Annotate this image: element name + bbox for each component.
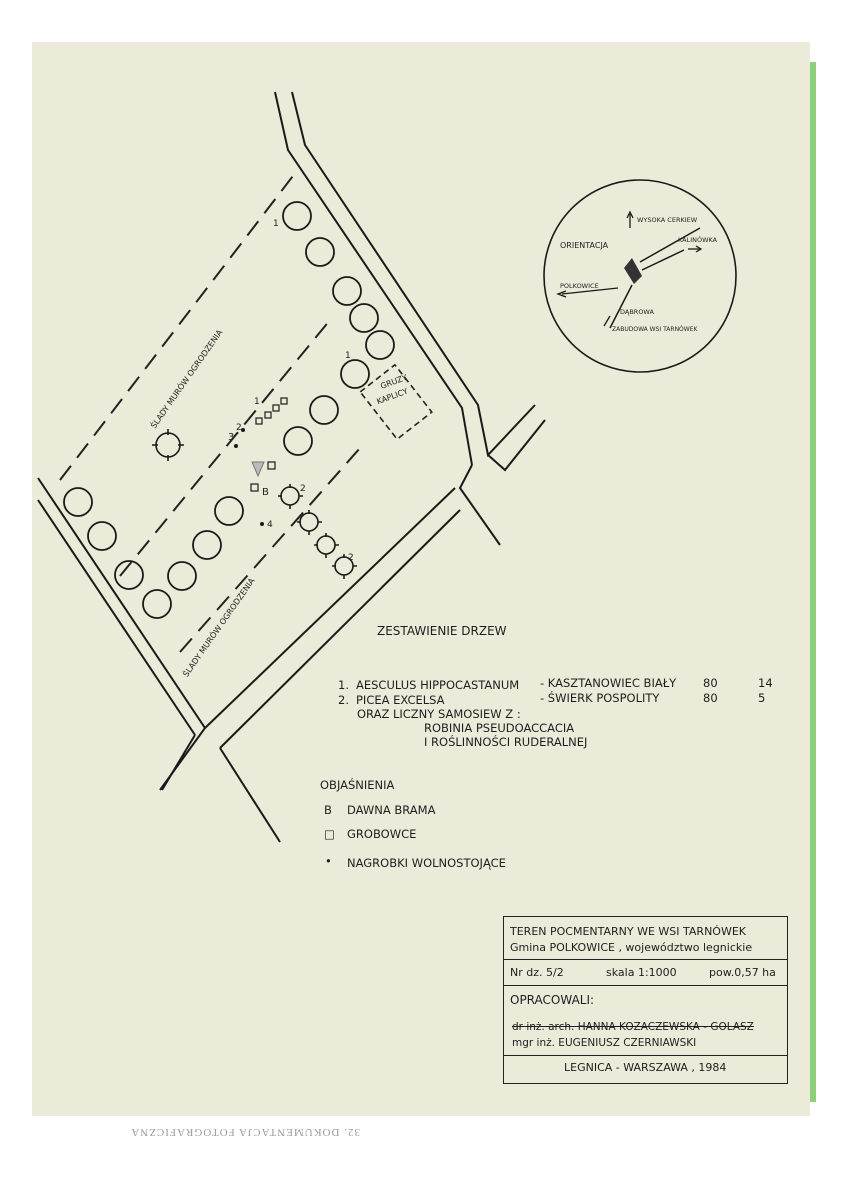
tree-spruce <box>152 429 184 461</box>
gate-label: B <box>262 487 269 498</box>
title-block <box>503 916 788 1084</box>
tomb-square <box>256 418 262 424</box>
tree-number: 2 <box>300 484 306 494</box>
prepared-by-label: OPRACOWALI: <box>510 993 595 1007</box>
tomb-square <box>268 462 275 469</box>
place-date: LEGNICA - WARSZAWA , 1984 <box>564 1061 727 1074</box>
tree-chestnut <box>215 497 243 525</box>
tree-chestnut <box>333 277 361 305</box>
orientation-inset <box>544 180 736 372</box>
inset-east: KALINÓWKA <box>678 236 718 244</box>
title-block-authors <box>504 985 787 1056</box>
tree-chestnut <box>350 304 378 332</box>
tree-chestnut <box>64 488 92 516</box>
tree-chestnut <box>88 522 116 550</box>
tree-row-v2: 14 <box>758 676 773 690</box>
gravestone-dot <box>260 522 264 526</box>
plot-number: Nr dz. 5/2 <box>510 966 564 979</box>
chapel-ruins-label-1: GRUZY <box>379 372 409 391</box>
tree-row-latin: PICEA EXCELSA <box>356 693 445 707</box>
legend-label: GROBOWCE <box>347 827 417 841</box>
tree-chestnut <box>306 238 334 266</box>
grave-number: 2 <box>236 423 242 433</box>
inset-south-1: DĄBROWA <box>620 308 654 316</box>
inset-west: POLKOWICE <box>560 282 599 290</box>
tree-row-num: 2. <box>338 693 349 707</box>
gravestones <box>234 428 264 526</box>
tree-row-latin: AESCULUS HIPPOCASTANUM <box>356 678 520 692</box>
legend-label: NAGROBKI WOLNOSTOJĄCE <box>347 856 506 870</box>
tree-chestnut <box>284 427 312 455</box>
inset-north: WYSOKA CERKIEW <box>637 216 698 224</box>
tree-chestnut <box>310 396 338 424</box>
grave-number: 4 <box>267 520 273 530</box>
title-block-footer <box>504 1055 787 1083</box>
tree-chestnut <box>143 590 171 618</box>
author-2: mgr inż. EUGENIUSZ CZERNIAWSKI <box>512 1037 697 1049</box>
tree-number: 2 <box>348 553 354 563</box>
tree-row-num: 1. <box>338 678 349 692</box>
tree-row-v1: 80 <box>703 691 718 705</box>
tree-chestnut <box>366 331 394 359</box>
tree-chestnut <box>283 202 311 230</box>
mirrored-page-footer: 32. DOKUMENTACJA FOTOGRAFICZNA <box>130 1126 360 1138</box>
tomb-square <box>281 398 287 404</box>
tree-note: ORAZ LICZNY SAMOSIEW Z : <box>357 707 521 721</box>
tree-note: I ROŚLINNOŚCI RUDERALNEJ <box>424 735 588 749</box>
title-block-plot-row <box>504 959 787 986</box>
author-1: dr inż. arch. HANNA KOZACZEWSKA - GOLASZ <box>512 1021 754 1033</box>
tree-row-v1: 80 <box>703 676 718 690</box>
tree-chestnut <box>168 562 196 590</box>
legend-symbol: B <box>324 803 332 817</box>
tomb-square <box>273 405 279 411</box>
title-line-2: Gmina POLKOWICE , województwo legnickie <box>510 941 753 954</box>
tree-note: ROBINIA PSEUDOACCACIA <box>424 721 575 735</box>
legend-heading: OBJAŚNIENIA <box>320 778 395 792</box>
grave-number: 3 <box>228 432 235 443</box>
tombs <box>251 398 287 491</box>
spruce-trees <box>152 429 357 579</box>
trees-table-heading: ZESTAWIENIE DRZEW <box>377 624 507 638</box>
tree-number: 1 <box>273 219 279 229</box>
inset-south-2: ZABUDOWA WSI TARNÓWEK <box>612 326 698 333</box>
legend-symbol: □ <box>324 827 335 841</box>
tree-spruce <box>314 533 339 558</box>
tree-row-common: - ŚWIERK POSPOLITY <box>540 691 660 705</box>
inset-title: ORIENTACJA <box>560 241 609 250</box>
map-scale: skala 1:1000 <box>606 966 677 979</box>
grave-number: 1 <box>254 397 260 407</box>
legend-label: DAWNA BRAMA <box>347 803 436 817</box>
tree-number: 1 <box>345 351 351 361</box>
wall-traces-label-top: ŚLADY MURÓW OGRODZENIA <box>149 328 225 431</box>
legend-symbol: • <box>325 854 332 868</box>
gate-marker <box>252 462 264 476</box>
chapel-ruins-label-2: KAPLICY <box>375 386 410 407</box>
gravestone-dot <box>234 444 238 448</box>
plot-area: pow.0,57 ha <box>709 966 776 979</box>
tree-row-common: - KASZTANOWIEC BIAŁY <box>540 676 677 690</box>
tree-chestnut <box>341 360 369 388</box>
tree-chestnut <box>193 531 221 559</box>
tomb-square <box>251 484 258 491</box>
tree-row-v2: 5 <box>758 691 766 705</box>
wall-traces-label-bottom: ŚLADY MURÓW OGRODZENIA <box>181 576 257 679</box>
title-block-header <box>504 917 787 960</box>
tomb-square <box>265 412 271 418</box>
title-line-1: TEREN POCMENTARNY WE WSI TARNÓWEK <box>510 925 746 938</box>
